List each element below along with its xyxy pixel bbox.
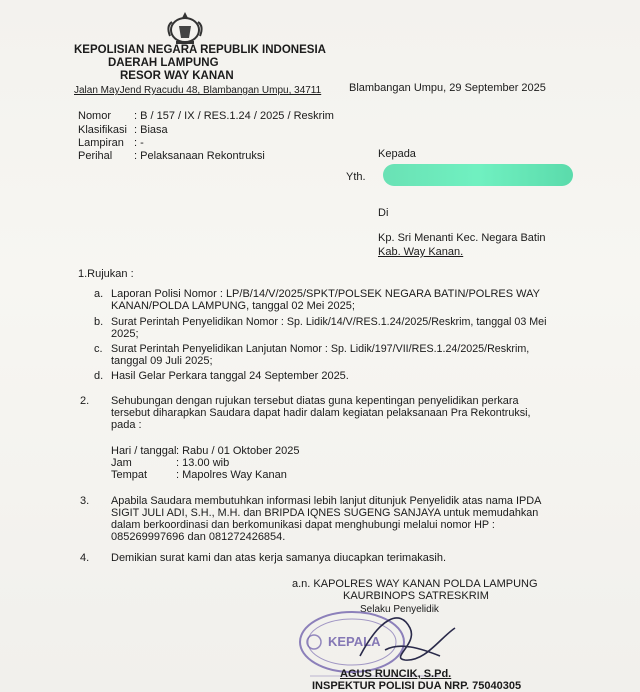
- schedule-value-place: : Mapolres Way Kanan: [176, 469, 287, 481]
- signatory-rank: INSPEKTUR POLISI DUA NRP. 75040305: [312, 680, 522, 692]
- meta-value-nomor: : B / 157 / IX / RES.1.24 / 2025 / Reskrim: [134, 110, 334, 122]
- recipient-kepada: Kepada: [378, 148, 416, 160]
- recipient-address-line-1: Kp. Sri Menanti Kec. Negara Batin: [378, 232, 546, 244]
- signature-line-3: Selaku Penyelidik: [360, 604, 439, 615]
- section-3-line-3: dalam berkoordinasi dan berkomunikasi dapat menghubungi melalui nomor HP :: [111, 519, 495, 531]
- place-date: Blambangan Umpu, 29 September 2025: [349, 82, 546, 94]
- ref-c-line-2: tanggal 09 Juli 2025;: [111, 355, 213, 367]
- recipient-address-line-2: Kab. Way Kanan.: [378, 246, 464, 258]
- stamp-text: KEPALA: [328, 634, 381, 649]
- meta-label-lampiran: Lampiran: [78, 137, 124, 149]
- ref-a-line-1: Laporan Polisi Nomor : LP/B/14/V/2025/SPKT/POLSEK NEGARA BATIN/POLRES WAY: [111, 288, 540, 300]
- meta-value-perihal: : Pelaksanaan Rekontruksi: [134, 150, 265, 162]
- section-2-line-2: tersebut diharapkan Saudara dapat hadir dalam kegiatan pelaksanaan Pra Rekontruksi,: [111, 407, 531, 419]
- section-3-number: 3.: [80, 495, 90, 507]
- header-line-1: KEPOLISIAN NEGARA REPUBLIK INDONESIA: [74, 44, 326, 56]
- meta-value-lampiran: : -: [134, 137, 144, 149]
- section-4-text: Demikian surat kami dan atas kerja samanya diucapkan terimakasih.: [111, 552, 447, 564]
- section-2-line-3: pada :: [111, 419, 142, 431]
- ref-b-marker: b.: [94, 316, 104, 328]
- ref-c-marker: c.: [94, 343, 103, 355]
- ref-b-line-1: Surat Perintah Penyelidikan Nomor : Sp. Lidik/14/V/RES.1.24/2025/Reskrim, tanggal 03 Mei: [111, 316, 547, 328]
- signature-line-1: a.n. KAPOLRES WAY KANAN POLDA LAMPUNG: [292, 578, 538, 590]
- meta-label-klasifikasi: Klasifikasi: [78, 124, 127, 136]
- meta-value-klasifikasi: : Biasa: [134, 124, 168, 136]
- section-3-line-1: Apabila Saudara membutuhkan informasi lebih lanjut ditunjuk Penyelidik atas nama IPDA: [111, 495, 542, 507]
- police-emblem-icon: [162, 10, 208, 46]
- redaction-mark: [383, 164, 573, 186]
- meta-label-nomor: Nomor: [78, 110, 112, 122]
- section-1-heading: 1.Rujukan :: [78, 268, 134, 280]
- section-3-line-4: 085269997696 dan 081272426854.: [111, 531, 286, 543]
- header-address: Jalan MayJend Ryacudu 48, Blambangan Umpu, 34711: [74, 85, 322, 96]
- ref-b-line-2: 2025;: [111, 328, 139, 340]
- schedule-value-time: : 13.00 wib: [176, 457, 230, 469]
- ref-d-line-1: Hasil Gelar Perkara tanggal 24 September 2025.: [111, 370, 349, 382]
- schedule-label-place: Tempat: [111, 469, 148, 481]
- signatory-name: AGUS RUNCIK, S.Pd.: [340, 668, 452, 680]
- ref-a-marker: a.: [94, 288, 104, 300]
- recipient-di: Di: [378, 207, 389, 219]
- section-3-line-2: SIGIT JULI ADI, S.H., M.H. dan BRIPDA IQNES SUGENG SANJAYA untuk memudahkan: [111, 507, 539, 519]
- meta-label-perihal: Perihal: [78, 150, 113, 162]
- ref-d-marker: d.: [94, 370, 104, 382]
- schedule-label-day: Hari / tanggal: [111, 445, 177, 457]
- ref-c-line-1: Surat Perintah Penyelidikan Lanjutan Nomor : Sp. Lidik/197/VII/RES.1.24/2025/Reskrim,: [111, 343, 530, 355]
- section-4-number: 4.: [80, 552, 90, 564]
- header-line-2: DAERAH LAMPUNG: [108, 57, 219, 69]
- recipient-yth: Yth.: [346, 171, 366, 183]
- signature-line-2: KAURBINOPS SATRESKRIM: [343, 590, 489, 602]
- schedule-value-day: : Rabu / 01 Oktober 2025: [176, 445, 300, 457]
- section-2-number: 2.: [80, 395, 90, 407]
- header-line-3: RESOR WAY KANAN: [120, 70, 234, 82]
- schedule-label-time: Jam: [111, 457, 132, 469]
- ref-a-line-2: KANAN/POLDA LAMPUNG, tanggal 02 Mei 2025;: [111, 300, 355, 312]
- section-2-line-1: Sehubungan dengan rujukan tersebut diatas guna kepentingan penyelidikan perkara: [111, 395, 519, 407]
